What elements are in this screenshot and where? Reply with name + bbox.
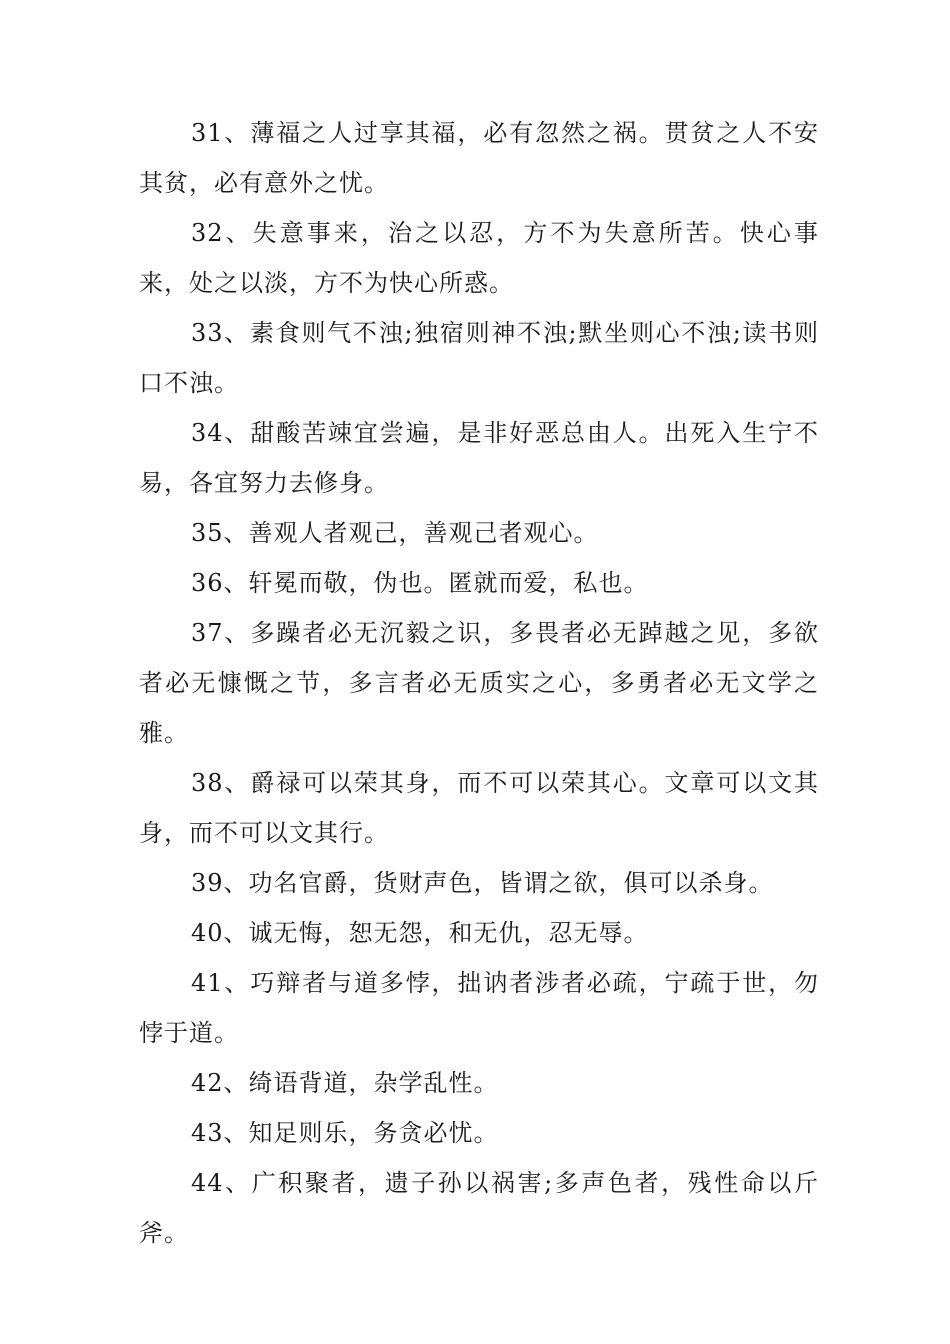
document-body [139,108,819,1258]
paragraph-44: 44、广积聚者，遗子孙以祸害;多声色者，残性命以斤斧。 [139,1169,819,1247]
paragraph-34: 34、甜酸苦竦宜尝遍，是非好恶总由人。出死入生宁不易，各宜努力去修身。 [139,419,819,497]
paragraph-33: 33、素食则气不浊;独宿则神不浊;默坐则心不浊;读书则口不浊。 [139,319,819,397]
paragraph-42: 42、绮语背道，杂学乱性。 [191,1069,499,1097]
paragraph-37: 37、多躁者必无沉毅之识，多畏者必无踔越之见，多欲者必无慷慨之节，多言者必无质实之心，多勇者必无文学之雅。 [139,619,819,747]
paragraph-32: 32、失意事来，治之以忍，方不为失意所苦。快心事来，处之以淡，方不为快心所惑。 [139,219,819,297]
paragraph-38: 38、爵禄可以荣其身，而不可以荣其心。文章可以文其身，而不可以文其行。 [139,769,819,847]
paragraph-40: 40、诚无悔，恕无怨，和无仇，忍无辱。 [191,919,649,947]
paragraph-43: 43、知足则乐，务贪必忧。 [191,1119,499,1147]
paragraph-31: 31、薄福之人过享其福，必有忽然之祸。贯贫之人不安其贫，必有意外之忧。 [139,119,819,197]
paragraph-41: 41、巧辩者与道多悖，拙讷者涉者必疏，宁疏于世，勿悖于道。 [139,969,819,1047]
paragraph-39: 39、功名官爵，货财声色，皆谓之欲，俱可以杀身。 [191,869,774,897]
paragraph-36: 36、轩冕而敬，伪也。匿就而爱，私也。 [191,569,649,597]
paragraph-35: 35、善观人者观己，善观己者观心。 [191,519,599,547]
